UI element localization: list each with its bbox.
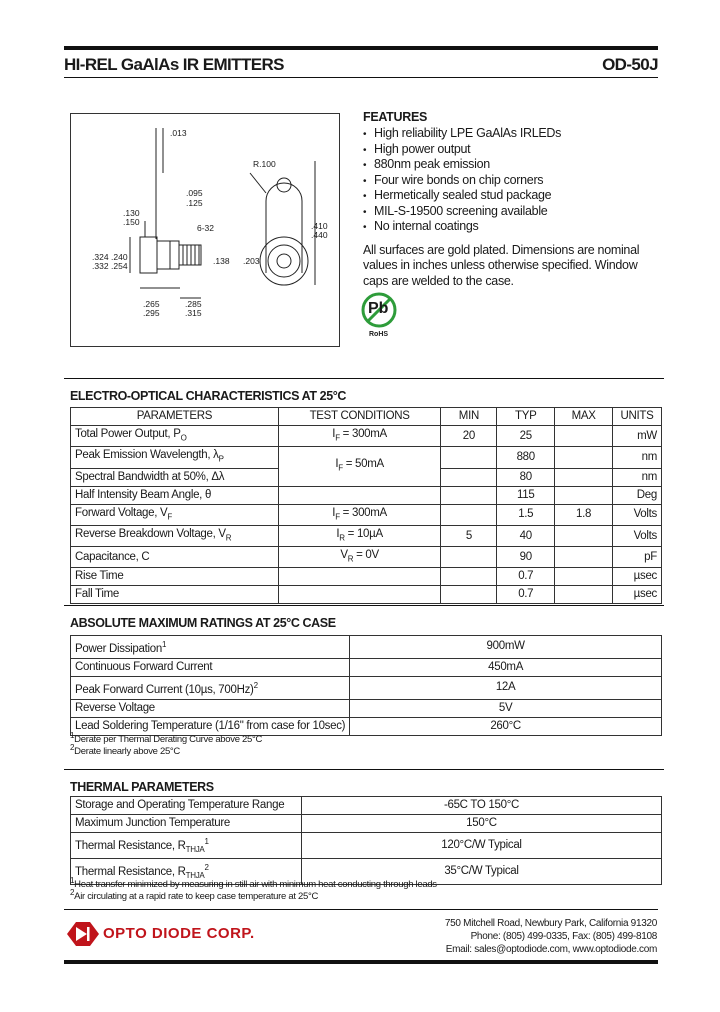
features-note: All surfaces are gold plated. Dimensions are nominal values in inches unless otherwise specified. Window caps are welded to the case. <box>363 242 640 288</box>
dim-thread: 6-32 <box>197 223 215 233</box>
thermal-footnote: $^2$Air circulating at a rapid rate to keep case temperature at 25°C <box>70 888 319 903</box>
max-cell <box>555 586 613 604</box>
mechanical-drawing <box>70 113 340 347</box>
typ-cell: 0.7 <box>497 586 555 604</box>
param-cell: Total Power Output, $P_O$ <box>71 426 279 447</box>
cond-cell: $I_F = 300mA$ <box>278 504 441 525</box>
rohs-label: RoHS <box>369 331 389 338</box>
dim-013: .013 <box>170 128 187 138</box>
dim-203: .203 <box>243 256 260 266</box>
abs-footnote: $^1$Derate per Thermal Derating Curve above 25°C <box>70 731 263 746</box>
typ-cell: 880 <box>497 447 555 468</box>
max-cell <box>555 547 613 568</box>
phone-line: Phone: (805) 499-0335, Fax: (805) 499-8108 <box>470 931 657 942</box>
table-row <box>71 426 662 447</box>
dim-150: .150 <box>123 217 140 227</box>
cond-cell: $V_R = 0V$ <box>278 547 441 568</box>
param-cell: Reverse Breakdown Voltage, $V_R$ <box>71 525 279 546</box>
value-cell: 12A <box>350 676 662 699</box>
section-rule <box>64 378 664 379</box>
min-cell <box>441 468 497 486</box>
param-cell: Peak Emission Wavelength, $\lambda_P$ <box>71 447 279 468</box>
dim-095: .095 <box>186 188 203 198</box>
param-cell: Spectral Bandwidth at 50%, Δλ <box>71 468 279 486</box>
table-row <box>71 833 662 859</box>
min-cell: 20 <box>441 426 497 447</box>
min-cell <box>441 447 497 468</box>
table-row <box>71 699 662 717</box>
min-cell <box>441 504 497 525</box>
typ-cell: 25 <box>497 426 555 447</box>
eo-table <box>70 407 662 604</box>
rohs-badge <box>360 291 398 343</box>
table-row <box>71 815 662 833</box>
contact-line[interactable]: Email: sales@optodiode.com, www.optodiode.com <box>445 944 657 955</box>
param-cell: Thermal Resistance, $R_{THJA}^2$ <box>71 859 302 885</box>
table-row <box>71 504 662 525</box>
dim-440: .440 <box>311 230 328 240</box>
value-cell: 150°C <box>301 815 661 833</box>
thermal-table <box>70 796 662 885</box>
param-cell: Forward Voltage, $V_F$ <box>71 504 279 525</box>
abs-footnote: $^2$Derate linearly above 25°C <box>70 743 180 758</box>
dim-138: .138 <box>213 256 230 266</box>
cond-cell <box>278 568 441 586</box>
param-cell: Fall Time <box>71 586 279 604</box>
unit-cell: Volts <box>613 525 662 546</box>
value-cell: 900mW <box>350 636 662 659</box>
value-cell: 5V <box>350 699 662 717</box>
param-cell: Continuous Forward Current <box>71 658 350 676</box>
dim-265: .265 <box>143 299 160 309</box>
param-cell: Rise Time <box>71 568 279 586</box>
param-cell: Lead Soldering Temperature (1/16" from case for 10sec) <box>71 717 350 735</box>
col-header: MIN <box>441 408 497 426</box>
param-cell: Half Intensity Beam Angle, θ <box>71 486 279 504</box>
dim-410: .410 <box>311 221 328 231</box>
feature-item: • High reliability LPE GaAlAs IRLEDs <box>363 126 663 142</box>
min-cell <box>441 547 497 568</box>
max-cell <box>555 486 613 504</box>
max-cell <box>555 525 613 546</box>
max-cell: 1.8 <box>555 504 613 525</box>
feature-item: • MIL-S-19500 screening available <box>363 204 663 220</box>
max-cell <box>555 468 613 486</box>
table-row <box>71 568 662 586</box>
max-cell <box>555 426 613 447</box>
thermal-title: THERMAL PARAMETERS <box>70 780 214 794</box>
diode-logo-icon <box>66 920 100 948</box>
features-list <box>363 126 663 235</box>
col-header: TYP <box>497 408 555 426</box>
features-section <box>363 110 663 289</box>
table-row <box>71 586 662 604</box>
value-cell: 120°C/W Typical <box>301 833 661 859</box>
title-rule <box>64 77 658 78</box>
dim-324: .324 <box>92 252 109 262</box>
table-row <box>71 676 662 699</box>
cond-cell: $I_F = 300mA$ <box>278 426 441 447</box>
dim-254: .254 <box>111 261 128 271</box>
table-row <box>71 486 662 504</box>
unit-cell: µsec <box>613 568 662 586</box>
abs-max-title: ABSOLUTE MAXIMUM RATINGS AT 25°C CASE <box>70 616 336 630</box>
param-cell: Storage and Operating Temperature Range <box>71 797 302 815</box>
address-line: 750 Mitchell Road, Newbury Park, California 91320 <box>444 918 657 929</box>
param-cell: Peak Forward Current (10µs, 700Hz)$^2$ <box>71 676 350 699</box>
unit-cell: µsec <box>613 586 662 604</box>
param-cell: Power Dissipation$^1$ <box>71 636 350 659</box>
cond-cell <box>278 486 441 504</box>
col-header: PARAMETERS <box>71 408 279 426</box>
page-title: HI-REL GaAlAs IR EMITTERS <box>64 55 284 74</box>
dim-332: .332 <box>92 261 109 271</box>
typ-cell: 90 <box>497 547 555 568</box>
min-cell: 5 <box>441 525 497 546</box>
col-header: UNITS <box>613 408 662 426</box>
rohs-symbol: Pb <box>368 300 389 317</box>
part-number: OD-50J <box>602 55 658 74</box>
unit-cell: nm <box>613 468 662 486</box>
dim-240: .240 <box>111 252 128 262</box>
dim-285: .285 <box>185 299 202 309</box>
typ-cell: 40 <box>497 525 555 546</box>
min-cell <box>441 568 497 586</box>
top-rule <box>64 46 658 50</box>
col-header: TEST CONDITIONS <box>278 408 441 426</box>
table-row <box>71 797 662 815</box>
feature-item: • High power output <box>363 142 663 158</box>
typ-cell: 115 <box>497 486 555 504</box>
param-cell: Capacitance, C <box>71 547 279 568</box>
footer-rule-bottom <box>64 960 658 964</box>
value-cell: 450mA <box>350 658 662 676</box>
value-cell: 260°C <box>350 717 662 735</box>
table-row <box>71 636 662 659</box>
section-rule <box>64 605 664 606</box>
company-logo <box>66 920 100 948</box>
param-cell: Reverse Voltage <box>71 699 350 717</box>
table-row <box>71 447 662 468</box>
eo-title: ELECTRO-OPTICAL CHARACTERISTICS AT 25°C <box>70 389 346 403</box>
max-cell <box>555 447 613 468</box>
value-cell: -65C TO 150°C <box>301 797 661 815</box>
min-cell <box>441 486 497 504</box>
typ-cell: 80 <box>497 468 555 486</box>
max-cell <box>555 568 613 586</box>
dim-295: .295 <box>143 308 160 318</box>
section-rule <box>64 769 664 770</box>
typ-cell: 0.7 <box>497 568 555 586</box>
unit-cell: Volts <box>613 504 662 525</box>
unit-cell: nm <box>613 447 662 468</box>
table-row <box>71 525 662 546</box>
unit-cell: pF <box>613 547 662 568</box>
feature-item: • 880nm peak emission <box>363 157 663 173</box>
min-cell <box>441 586 497 604</box>
cond-cell: $I_F = 50mA$ <box>278 447 441 486</box>
param-cell: Maximum Junction Temperature <box>71 815 302 833</box>
unit-cell: Deg <box>613 486 662 504</box>
param-cell: Thermal Resistance, $R_{THJA}^1$ <box>71 833 302 859</box>
value-cell: 35°C/W Typical <box>301 859 661 885</box>
dim-r100: R.100 <box>253 159 276 169</box>
dim-125: .125 <box>186 198 203 208</box>
table-header-row <box>71 408 662 426</box>
cond-cell: $I_R = 10\mu A$ <box>278 525 441 546</box>
feature-item: • Four wire bonds on chip corners <box>363 173 663 189</box>
unit-cell: mW <box>613 426 662 447</box>
thermal-footnote: $^1$Heat transfer minimized by measuring in still air with minimum heat conducting through leads <box>70 876 437 891</box>
table-row <box>71 658 662 676</box>
feature-item: • Hermetically sealed stud package <box>363 188 663 204</box>
feature-item: • No internal coatings <box>363 219 663 235</box>
abs-max-table <box>70 635 662 736</box>
company-name: OPTO DIODE CORP. <box>103 925 255 942</box>
features-title: FEATURES <box>363 110 428 124</box>
table-row <box>71 547 662 568</box>
footer-rule-top <box>64 909 658 910</box>
dim-130: .130 <box>123 208 140 218</box>
col-header: MAX <box>555 408 613 426</box>
cond-cell <box>278 586 441 604</box>
typ-cell: 1.5 <box>497 504 555 525</box>
dim-315: .315 <box>185 308 202 318</box>
